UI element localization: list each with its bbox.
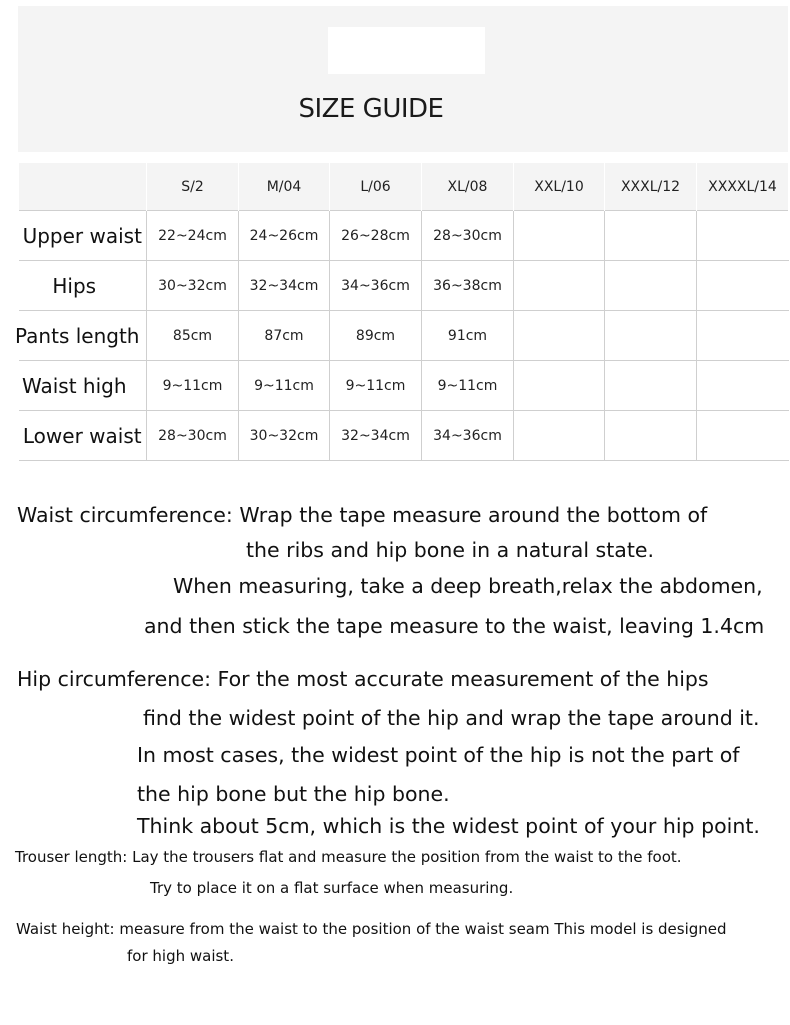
- table-cell: 24~26cm: [239, 211, 330, 261]
- table-cell: [514, 261, 605, 311]
- table-cell: [605, 211, 697, 261]
- size-table: [15, 163, 789, 461]
- row-label-text: Lower waist: [22, 423, 142, 448]
- row-label: [19, 361, 147, 411]
- hip-note-line: Hip circumference: For the most accurate measurement of the hips: [17, 667, 709, 691]
- table-row: [19, 311, 789, 361]
- header-cell-size: XL/08: [422, 163, 514, 211]
- table-row: [19, 261, 789, 311]
- row-label-text: Upper waist: [22, 223, 142, 248]
- table-cell: 9~11cm: [422, 361, 514, 411]
- header-cell-empty: [19, 163, 147, 211]
- table-cell: 9~11cm: [147, 361, 239, 411]
- table-cell: 34~36cm: [422, 411, 514, 461]
- table-header-row: [19, 163, 789, 211]
- table-cell: [605, 311, 697, 361]
- table-row: [19, 211, 789, 261]
- row-label-text: Hips: [52, 273, 97, 298]
- row-label-text: Pants length: [15, 323, 140, 348]
- hip-note-line: find the widest point of the hip and wrap the tape around it.: [143, 706, 760, 730]
- table-cell: [697, 211, 789, 261]
- trouser-note-line: Trouser length: Lay the trousers flat and measure the position from the waist to the foot.: [15, 848, 682, 866]
- table-cell: [697, 361, 789, 411]
- table-cell: 22~24cm: [147, 211, 239, 261]
- table-cell: [697, 411, 789, 461]
- header-cell-size: L/06: [330, 163, 422, 211]
- table-cell: 30~32cm: [239, 411, 330, 461]
- waist-note-line: Waist circumference: Wrap the tape measure around the bottom of: [17, 503, 708, 527]
- table-cell: 9~11cm: [330, 361, 422, 411]
- table-cell: [605, 411, 697, 461]
- page-title: SIZE GUIDE: [298, 94, 444, 124]
- table-cell: [697, 311, 789, 361]
- trouser-note-line: Try to place it on a flat surface when measuring.: [150, 879, 514, 897]
- table-cell: 26~28cm: [330, 211, 422, 261]
- table-cell: [697, 261, 789, 311]
- waist-note-line: When measuring, take a deep breath,relax the abdomen,: [173, 574, 763, 598]
- header-cell-size: XXXL/12: [605, 163, 697, 211]
- table-cell: 87cm: [239, 311, 330, 361]
- row-label: [15, 311, 147, 361]
- waist-note-line: and then stick the tape measure to the waist, leaving 1.4cm: [144, 614, 765, 638]
- table-cell: 36~38cm: [422, 261, 514, 311]
- table-cell: 28~30cm: [147, 411, 239, 461]
- row-label: [19, 261, 147, 311]
- table-cell: 32~34cm: [239, 261, 330, 311]
- table-cell: 91cm: [422, 311, 514, 361]
- table-cell: [514, 411, 605, 461]
- header-cell-size: XXL/10: [514, 163, 605, 211]
- header-cell-size: S/2: [147, 163, 239, 211]
- header-banner: [18, 6, 788, 152]
- waist-note-line: the ribs and hip bone in a natural state.: [246, 538, 654, 562]
- table-row: [19, 411, 789, 461]
- table-cell: 34~36cm: [330, 261, 422, 311]
- table-cell: [605, 261, 697, 311]
- table-cell: 89cm: [330, 311, 422, 361]
- table-cell: [605, 361, 697, 411]
- table-cell: 9~11cm: [239, 361, 330, 411]
- row-label: [19, 211, 147, 261]
- hip-note-line: In most cases, the widest point of the hip is not the part of: [137, 743, 740, 767]
- header-cell-size: XXXXL/14: [697, 163, 789, 211]
- table-cell: [514, 211, 605, 261]
- table-cell: 32~34cm: [330, 411, 422, 461]
- table-cell: [514, 361, 605, 411]
- row-label: [19, 411, 147, 461]
- table-row: [19, 361, 789, 411]
- table-cell: [514, 311, 605, 361]
- waist-height-note-line: for high waist.: [127, 947, 234, 965]
- table-cell: 30~32cm: [147, 261, 239, 311]
- table-cell: 85cm: [147, 311, 239, 361]
- header-cell-size: M/04: [239, 163, 330, 211]
- waist-height-note-line: Waist height: measure from the waist to the position of the waist seam This model is designed: [16, 920, 727, 938]
- hip-note-line: the hip bone but the hip bone.: [137, 782, 450, 806]
- hip-note-line: Think about 5cm, which is the widest point of your hip point.: [137, 814, 760, 838]
- row-label-text: Waist high: [21, 373, 127, 398]
- logo-placeholder: [328, 27, 485, 74]
- table-cell: 28~30cm: [422, 211, 514, 261]
